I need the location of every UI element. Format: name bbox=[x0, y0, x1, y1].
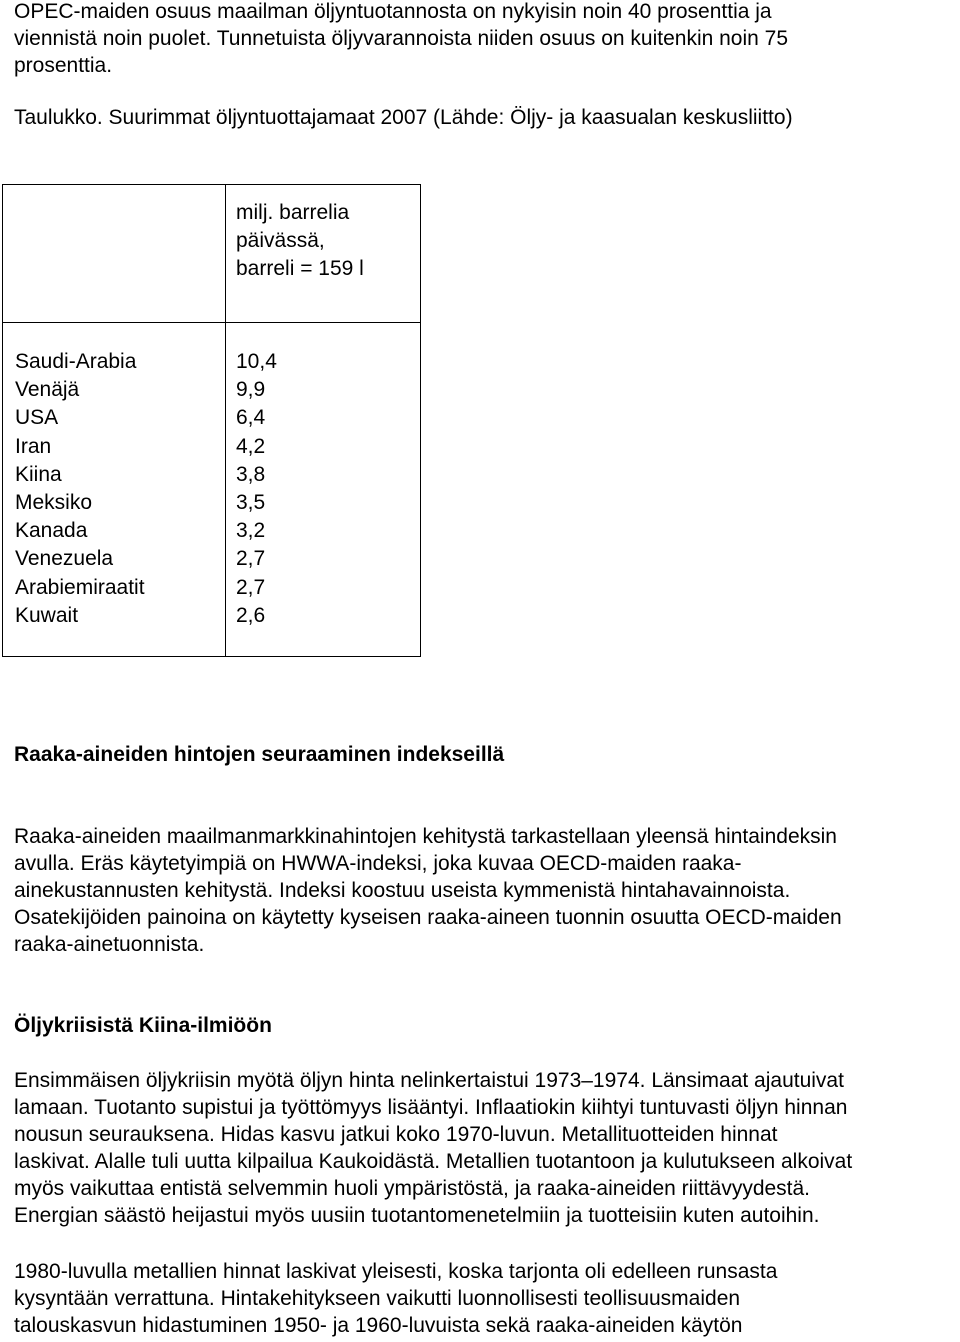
intro-paragraph bbox=[14, 0, 934, 79]
paragraph-line: kysyntään verrattuna. Hintakehitykseen vaikutti luonnollisesti teollisuusmaiden bbox=[14, 1287, 741, 1310]
value-cell: 4,2 bbox=[236, 434, 266, 458]
value-cell: 2,6 bbox=[236, 603, 266, 627]
paragraph-line: 1980-luvulla metallien hinnat laskivat yleisesti, koska tarjonta oli edelleen runsasta bbox=[14, 1260, 778, 1283]
value-column bbox=[226, 323, 421, 657]
country-cell: Saudi-Arabia bbox=[15, 350, 137, 373]
value-cell: 3,2 bbox=[236, 519, 266, 543]
country-column bbox=[3, 323, 226, 657]
value-cell: 2,7 bbox=[236, 547, 266, 571]
paragraph-line: avulla. Eräs käytetyimpiä on HWWA-indeksi, joka kuvaa OECD-maiden raaka- bbox=[14, 852, 742, 875]
intro-line: OPEC-maiden osuus maailman öljyntuotannosta on nykyisin noin 40 prosenttia ja bbox=[14, 0, 772, 23]
oil-producers-table bbox=[2, 184, 421, 657]
paragraph-line: nousun seurauksena. Hidas kasvu jatkui koko 1970-luvun. Metallituotteiden hinnat bbox=[14, 1123, 778, 1146]
unit-header-line: päivässä, bbox=[236, 229, 325, 253]
country-cell: Iran bbox=[15, 434, 52, 458]
paragraph-line: raaka-ainetuonnista. bbox=[14, 933, 205, 956]
table-unit-header bbox=[226, 185, 421, 323]
table-header-empty-cell bbox=[3, 185, 226, 323]
country-cell: Venäjä bbox=[15, 378, 80, 402]
unit-header-line: milj. barrelia bbox=[236, 201, 350, 224]
unit-header-line: barreli = 159 l bbox=[236, 257, 364, 281]
table-body-row bbox=[3, 323, 421, 657]
country-cell: Kanada bbox=[15, 519, 88, 543]
country-cell: Kuwait bbox=[15, 603, 79, 627]
intro-line: prosenttia. bbox=[14, 54, 113, 77]
value-cell: 10,4 bbox=[236, 350, 277, 373]
paragraph-line: Ensimmäisen öljykriisin myötä öljyn hinta nelinkertaistui 1973–1974. Länsimaat ajautuivat bbox=[14, 1069, 844, 1092]
paragraph-line: ainekustannusten kehitystä. Indeksi koostuu useista kymmenistä hintahavainnoista. bbox=[14, 879, 791, 902]
table-header-row bbox=[3, 185, 421, 323]
paragraph-line: lamaan. Tuotanto supistui ja työttömyys lisääntyi. Inflaatiokin kiihtyi tuntuvasti öljyn hinnan bbox=[14, 1096, 848, 1119]
country-cell: USA bbox=[15, 406, 59, 430]
table-caption: Taulukko. Suurimmat öljyntuottajamaat 2007 (Lähde: Öljy- ja kaasualan keskusliitto) bbox=[14, 106, 793, 129]
country-cell: Kiina bbox=[15, 462, 62, 486]
country-cell: Meksiko bbox=[15, 491, 93, 515]
value-cell: 6,4 bbox=[236, 406, 266, 430]
paragraph-line: Osatekijöiden painoina on käytetty kyseisen raaka-aineen tuonnin osuutta OECD-maiden bbox=[14, 906, 842, 929]
paragraph-line: laskivat. Alalle tuli uutta kilpailua Kaukoidästä. Metallien tuotantoon ja kulutukseen alkoivat bbox=[14, 1150, 853, 1173]
oil-crisis-paragraph bbox=[14, 1067, 959, 1229]
value-cell: 3,5 bbox=[236, 491, 266, 515]
value-cell: 9,9 bbox=[236, 378, 266, 402]
indices-paragraph bbox=[14, 823, 949, 958]
paragraph-line: Energian säästö heijastui myös uusiin tuotantomenetelmiin ja tuotteisiin kuten autoihin. bbox=[14, 1204, 820, 1227]
country-cell: Venezuela bbox=[15, 547, 114, 571]
country-cell: Arabiemiraatit bbox=[15, 575, 145, 599]
value-cell: 3,8 bbox=[236, 462, 266, 486]
paragraph-line: talouskasvun hidastuminen 1950- ja 1960-luvuista sekä raaka-aineiden käytön bbox=[14, 1314, 743, 1337]
paragraph-line: myös vaikuttaa entistä selvemmin huoli ympäristöstä, ja raaka-aineiden riittävyydestä. bbox=[14, 1177, 811, 1200]
paragraph-line: Raaka-aineiden maailmanmarkkinahintojen kehitystä tarkastellaan yleensä hintaindeksin bbox=[14, 825, 837, 848]
intro-line: viennistä noin puolet. Tunnetuista öljyvarannoista niiden osuus on kuitenkin noin 75 bbox=[14, 27, 789, 50]
eighties-paragraph bbox=[14, 1258, 949, 1339]
section-heading-indices: Raaka-aineiden hintojen seuraaminen indekseillä bbox=[14, 743, 505, 766]
section-heading-oil-crises: Öljykriisistä Kiina-ilmiöön bbox=[14, 1014, 272, 1037]
value-cell: 2,7 bbox=[236, 575, 266, 599]
